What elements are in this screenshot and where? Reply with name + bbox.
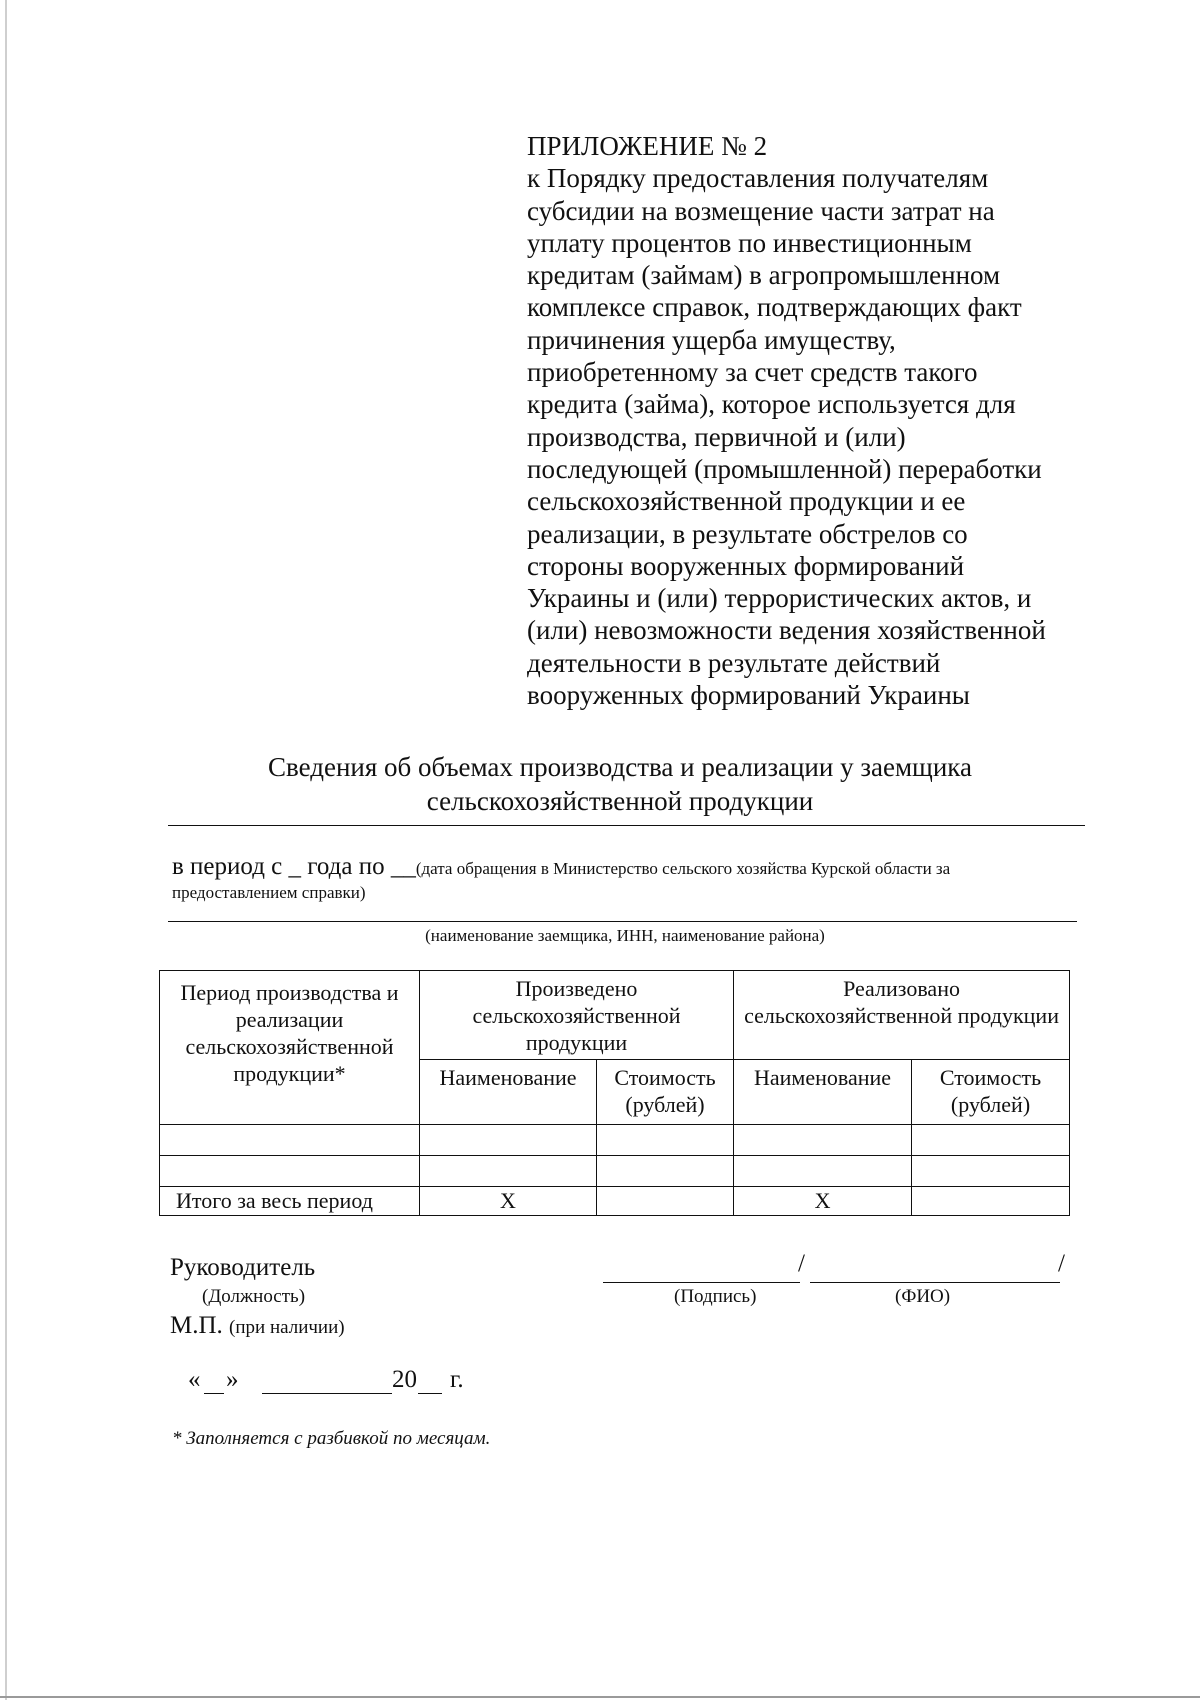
header-sold: Реализовано сельскохозяйственной продукции [734,971,1070,1060]
signature-sign-hint: (Подпись) [674,1286,757,1307]
date-day-line [204,1393,224,1394]
cell [420,1156,597,1187]
scan-edge [5,0,7,1700]
cell [912,1156,1070,1187]
appendix-line: сельскохозяйственной продукции и ее [527,486,966,517]
header-sold-name: Наименование [734,1060,912,1125]
date-year-suffix: г. [450,1366,464,1393]
stamp-text: М.П. [170,1312,223,1339]
production-table [159,970,1070,1216]
cell [912,1187,1070,1216]
title-underline [168,825,1085,826]
signature-slash-2: / [1058,1250,1065,1277]
table-row [160,1156,1070,1187]
table-total-row [160,1187,1070,1216]
stamp-note: (при наличии) [229,1317,345,1338]
appendix-line: производства, первичной и (или) [527,421,906,452]
header-sold-cost: Стоимость (рублей) [912,1060,1070,1125]
table-row [160,1125,1070,1156]
total-sold-name-mark: X [734,1187,912,1216]
stamp-label [170,1312,345,1340]
appendix-line: реализации, в результате обстрелов со [527,518,968,549]
date-year-line [418,1393,442,1394]
cell [160,1156,420,1187]
cell [734,1125,912,1156]
appendix-line: последующей (промышленной) переработки [527,453,1042,484]
table-header-row [160,971,1070,1060]
appendix-line: комплексе справок, подтверждающих факт [527,292,1022,323]
appendix-line: (или) невозможности ведения хозяйственной [527,615,1046,646]
borrower-line [168,921,1077,922]
footnote: * Заполняется с разбивкой по месяцам. [172,1428,491,1449]
appendix-line: уплату процентов по инвестиционным [527,227,972,258]
header-produced: Произведено сельскохозяйственной продукции [420,971,734,1060]
date-year-prefix: 20 [392,1366,417,1393]
title-line-1: Сведения об объемах производства и реализации у заемщика [268,752,972,782]
appendix-line: субсидии на возмещение части затрат на [527,195,995,226]
appendix-line: вооруженных формирований Украины [527,680,970,711]
signature-position-hint: (Должность) [202,1286,306,1307]
date-month-line [262,1393,392,1394]
appendix-line: причинения ущерба имуществу, [527,324,896,355]
period-text: в период с _ года по __ [172,853,416,880]
appendix-line: деятельности в результате действий [527,647,941,678]
appendix-line: к Порядку предоставления получателям [527,163,989,194]
cell [597,1156,734,1187]
appendix-header [527,130,1127,711]
total-produced-name-mark: X [420,1187,597,1216]
header-produced-name: Наименование [420,1060,597,1125]
period-note: (дата обращения в Министерство сельского хозяйства Курской области за [415,859,951,878]
scan-edge-bottom [0,1696,1200,1698]
cell [597,1187,734,1216]
cell [912,1125,1070,1156]
appendix-line: стороны вооруженных формирований [527,550,965,581]
signature-slash-1: / [798,1250,805,1277]
document-title [170,750,1070,818]
borrower-hint: (наименование заемщика, ИНН, наименование района) [425,926,825,945]
cell [597,1125,734,1156]
cell [160,1125,420,1156]
appendix-line: кредита (займа), которое используется для [527,389,1016,420]
title-line-2: сельскохозяйственной продукции [426,786,814,816]
date-open-quote: « [188,1366,201,1393]
total-label: Итого за весь период [160,1187,420,1216]
appendix-line: кредитам (займам) в агропромышленном [527,260,1001,291]
appendix-line: Украины и (или) террористических актов, и [527,583,1032,614]
signature-fio-hint: (ФИО) [895,1286,951,1307]
period-line [172,852,1092,884]
date-close-quote: » [226,1366,239,1393]
appendix-line: приобретенному за счет средств такого [527,357,978,388]
appendix-line: ПРИЛОЖЕНИЕ № 2 [527,131,768,161]
fio-line [810,1282,1060,1283]
cell [420,1125,597,1156]
header-period: Период производства и реализации сельскохозяйственной продукции* [160,971,420,1125]
header-produced-cost: Стоимость (рублей) [597,1060,734,1125]
cell [734,1156,912,1187]
signature-head: Руководитель [170,1254,316,1281]
signature-line [603,1282,800,1283]
period-note-cont: предоставлением справки) [172,883,366,902]
